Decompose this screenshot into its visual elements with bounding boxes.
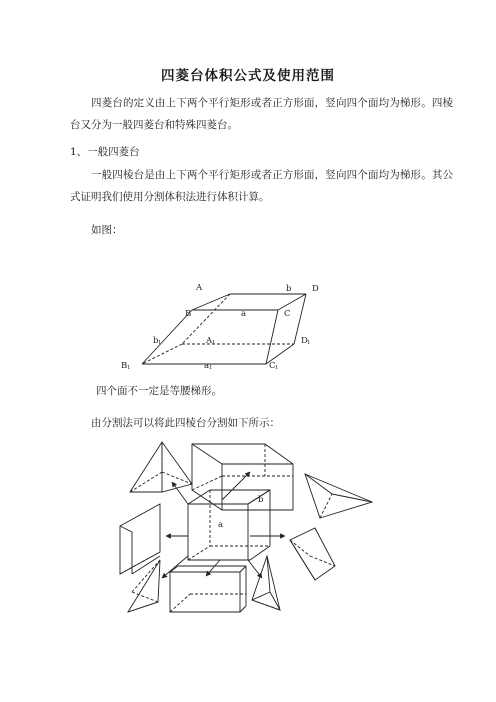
piece-corner-pyramid-bottom-right <box>252 556 280 610</box>
edge-ab <box>192 294 230 310</box>
label-A: A <box>196 283 203 293</box>
label-C1-subscript: 1 <box>275 365 279 371</box>
label-D1-subscript: 1 <box>307 340 311 346</box>
arrow-to-bottom-right <box>248 560 262 578</box>
figure-lead-text: 如图： <box>91 224 123 236</box>
label-a: a <box>218 520 224 530</box>
label-C: C <box>284 309 291 319</box>
label-a1-subscript: 1 <box>209 365 213 371</box>
label-D: D <box>312 284 319 294</box>
section1-paragraph: 一般四棱台是由上下两个平行矩形或者正方形面，竖向四个面均为梯形。其公式证明我们使用分割体积法进行体积计算。 <box>70 169 453 203</box>
piece-prism-left <box>120 504 160 574</box>
arrow-to-bottom-left <box>162 556 188 578</box>
piece-prism-right <box>290 528 335 580</box>
label-D1: D <box>301 336 308 346</box>
piece-corner-pyramid-top-right <box>305 474 372 518</box>
label-b1-subscript: 1 <box>158 340 162 346</box>
label-b: b <box>258 495 264 505</box>
arrow-to-top-middle <box>222 472 250 500</box>
label-a: a <box>241 309 247 319</box>
note-text: 四个面不一定是等腰梯形。 <box>96 385 222 397</box>
edge-dc <box>278 294 306 310</box>
piece-prism-top <box>192 444 293 510</box>
split-diagram <box>110 432 380 622</box>
label-A1: A <box>206 336 213 346</box>
page-title: 四菱台体积公式及使用范围 <box>161 68 335 84</box>
edge-cc1 <box>266 310 278 364</box>
label-b1: b <box>153 336 159 346</box>
piece-prism-bottom <box>170 566 246 612</box>
frustum-diagram <box>110 272 350 382</box>
split-intro-text: 由分割法可以将此四棱台分割如下所示： <box>91 417 280 429</box>
edge-a1b1 <box>142 344 182 364</box>
label-B: B <box>185 309 192 319</box>
label-B1: B <box>121 361 128 371</box>
intro-paragraph: 四菱台的定义由上下两个平行矩形或者正方形面，竖向四个面均为梯形。四棱台又分为一般四菱台和特殊四菱台。 <box>70 97 453 131</box>
label-A1-subscript: 1 <box>212 340 216 346</box>
label-b: b <box>286 284 292 294</box>
piece-corner-pyramid-top-left <box>130 442 192 492</box>
label-C1: C <box>269 361 276 371</box>
label-B1-subscript: 1 <box>127 365 131 371</box>
arrow-to-bottom-middle <box>206 560 220 576</box>
section1-heading: 1、一般四菱台 <box>70 146 140 158</box>
label-a1: a <box>204 361 210 371</box>
piece-corner-pyramid-bottom-left <box>128 560 160 612</box>
